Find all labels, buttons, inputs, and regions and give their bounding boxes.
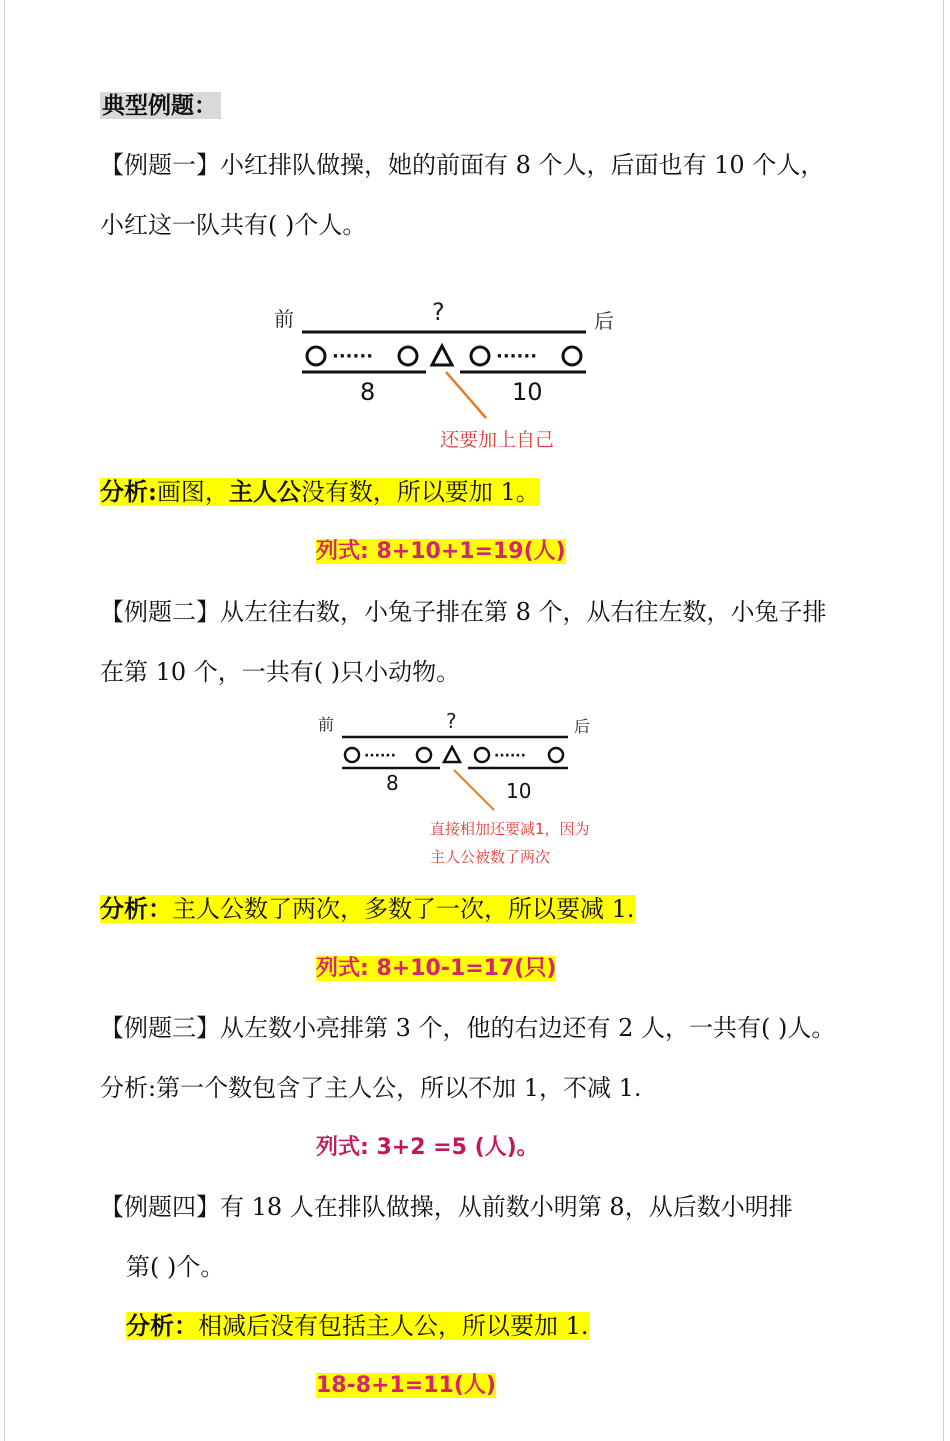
diagram1-front-label: 前 [274, 307, 294, 331]
heading-text: 典型例题： [100, 92, 221, 119]
example1-formula [316, 535, 566, 569]
example2-formula [316, 952, 556, 986]
diagram2-note-line1: 直接相加还要减1，因为 [430, 820, 590, 838]
example1-analysis [100, 475, 540, 509]
formula1-text: 列式: 8+10+1=19(人) [316, 539, 566, 564]
example1-line1: 【例题一】小红排队做操，她的前面有 8 个人，后面也有 10 个人， [100, 151, 825, 179]
example3-formula: 列式: 3+2 =5 (人)。 [316, 1135, 539, 1160]
diagram2-circle [345, 748, 359, 762]
example3-line1: 【例题三】从左数小亮排第 3 个，他的右边还有 2 人，一共有( )人。 [100, 1014, 836, 1042]
analysis2-prefix: 分析： [100, 894, 172, 923]
diagram2-front-label: 前 [318, 715, 335, 734]
example2-diagram [312, 704, 612, 874]
diagram2-question-mark: ? [446, 709, 457, 733]
example1-line2: 小红这一队共有( )个人。 [100, 211, 367, 239]
diagram1-circle [307, 347, 325, 365]
example2-line1: 【例题二】从左往右数，小兔子排在第 8 个，从右往左数，小兔子排 [100, 598, 827, 626]
analysis2-text: 主人公数了两次，多数了一次，所以要减 1. [172, 895, 635, 923]
diagram2-note-line2: 主人公被数了两次 [430, 848, 551, 866]
diagram2-dots-left: ······ [364, 748, 396, 764]
diagram1-right-count: 10 [512, 378, 543, 406]
diagram1-dots-right: ······ [496, 346, 538, 367]
diagram2-circle [417, 748, 431, 762]
diagram2-circle [549, 748, 563, 762]
example2-line2: 在第 10 个，一共有( )只小动物。 [100, 658, 461, 686]
diagram1-note: 还要加上自己 [440, 429, 555, 451]
diagram1-circle [471, 347, 489, 365]
diagram1-pointer-line [446, 372, 486, 418]
diagram1-dots-left: ······ [332, 346, 374, 367]
analysis1-text-a: 画图， [156, 478, 229, 506]
diagram2-dots-right: ······ [494, 748, 526, 764]
analysis4-prefix: 分析： [126, 1311, 198, 1340]
diagram2-triangle-self [444, 747, 460, 762]
example3-analysis: 分析:第一个数包含了主人公，所以不加 1，不减 1. [100, 1074, 642, 1102]
analysis1-text-b: 没有数，所以要加 1。 [300, 478, 540, 506]
example4-line2: 第( )个。 [126, 1253, 225, 1281]
analysis1-prefix: 分析: [100, 477, 157, 506]
example4-analysis [126, 1309, 589, 1343]
analysis1-bold: 主人公 [228, 477, 301, 506]
example2-analysis [100, 892, 635, 926]
diagram2-left-count: 8 [386, 771, 399, 795]
diagram2-pointer-line [454, 770, 494, 810]
example1-diagram [260, 290, 640, 460]
example4-formula [316, 1369, 496, 1403]
diagram1-left-count: 8 [360, 378, 376, 406]
section-heading [100, 88, 221, 123]
diagram1-triangle-self [432, 346, 452, 365]
example4-line1: 【例题四】有 18 人在排队做操，从前数小明第 8，从后数小明排 [100, 1193, 793, 1221]
diagram2-circle [475, 748, 489, 762]
analysis4-text: 相减后没有包括主人公，所以要加 1. [198, 1312, 589, 1340]
formula4-text: 18-8+1=11(人) [316, 1373, 496, 1398]
diagram2-right-count: 10 [506, 779, 532, 803]
diagram1-circle [399, 347, 417, 365]
diagram1-circle [563, 347, 581, 365]
diagram2-back-label: 后 [574, 717, 591, 736]
formula2-text: 列式: 8+10-1=17(只) [316, 956, 557, 981]
diagram1-question-mark: ? [432, 298, 445, 326]
diagram1-back-label: 后 [594, 309, 614, 333]
